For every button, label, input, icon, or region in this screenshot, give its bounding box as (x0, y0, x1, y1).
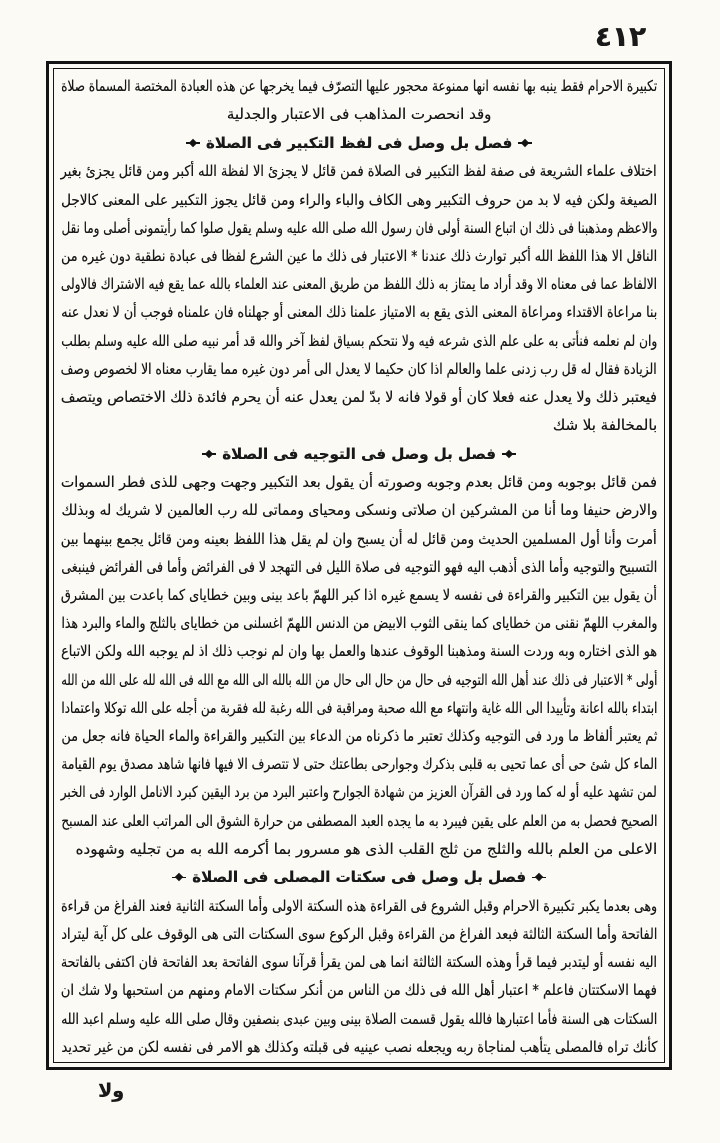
text-line: لمن تشهد عليه أو له كما ورد فى القرآن العزيز من شهادة الجوارح واعتبر البرد من برد اليقين كبرد الانامل الوارد فى الخبر (61, 783, 657, 802)
text-line: اليه نفسه أو ليتدبر فيما قرأ وهذه السكتة الثالثة انما هى لمن يقرأ قرآنا سوى الفاتحة بعد الفاتحة فان اكتفى بالفاتحة (61, 953, 657, 972)
header-ornament-icon (519, 137, 531, 149)
text-line: والمغرب اللهمّ نقنى من خطاياى كما ينقى الثوب الابيض من الدنس اللهمّ اغسلنى من خطاياى بالثلج والماء والبرد هذا (61, 614, 657, 633)
text-line: السكتات هى السنة فأما اعتبارها فالله يقول قسمت الصلاة بينى وبين عبدى بنصفين وقال صلى الله عليه وسلم اعبد الله (61, 1009, 657, 1028)
section-header-tawjih (61, 439, 657, 468)
text-line: بالمخالفة بلا شك (552, 416, 657, 435)
text-line: والارض حنيفا وما أنا من المشركين ان صلاتى ونسكى ومحياى ومماتى لله رب العالمين لا شريك له وبذلك (61, 501, 657, 520)
text-line: تكبيرة الاحرام فقط ينبه بها نفسه انها ممنوعة محجور عليها التصرّف فيما يخرجها عن هذه العبادة المختصة المسماة صلاة (61, 77, 657, 95)
section-body-tawjih (61, 468, 657, 863)
section-body-takbir (61, 157, 657, 439)
text-line: فمن قائل بوجوبه ومن قائل بعدم وجوبه وصورته أن يقول بعد التكبير وجهت وجهى للذى فطر السموات (61, 473, 657, 492)
text-line: الزيادة فقال له قل رب زدنى علما والعالم اذا كان حكيما لا يعدل الى أمر دون غيره مما يقارب معناه الا لخصوص وصف (61, 359, 657, 378)
text-frame-inner (53, 68, 665, 1063)
header-ornament-icon (503, 448, 515, 460)
section-header-takbir (61, 128, 657, 157)
text-line: اختلاف علماء الشريعة فى صفة لفظ التكبير فى الصلاة فمن قائل لا يجزئ الا لفظة الله أكبر ومن قائل يجزئ بغير (61, 162, 657, 181)
text-line: فهما الاسكتتان فاعلم * اعتبار أهل الله فى ذلك من الناس من أنكر سكتات الامام ومنهم من استحبها ولا شك ان (61, 981, 657, 1000)
text-line: بنا مراعاة الاقتداء ومراعاة المعنى الذى يقع به الامتياز علمنا ذلك المعنى أو جهلناه فان علمناه فوجب أن لا نعدل عنه (61, 303, 657, 322)
section-header-label: فصل بل وصل فى لفظ التكبير فى الصلاة (205, 133, 513, 152)
section-body-sakatat (61, 892, 657, 1061)
text-line: الالفاظ عما فى معناه الا وقد أراد ما يمتاز به ذلك اللفظ من طريق المعنى عند العلماء بالله عما يقع فيه الاشتراك فالاولى (61, 275, 657, 294)
text-line: هو الذى اختاره وبه وردت السنة ومذهبنا الوقوف عندها والعمل بها وان لم نوجب ذلك اذ لم يوجبه الله ولكن الاتباع (61, 642, 657, 661)
text-line: الناقل الا هذا اللفظ الله أكبر توارث ذلك عندنا * الاعتبار فى ذلك ما عين الشرع لفظا فى عبادة نطقية دون غيره من (61, 246, 657, 265)
catchword: ولا (98, 1080, 124, 1102)
section-header-sakatat (61, 863, 657, 892)
text-line: وقد انحصرت المذاهب فى الاعتبار والجدلية (226, 105, 492, 124)
section-header-label: فصل بل وصل فى التوجيه فى الصلاة (222, 444, 496, 463)
text-line: الصيغة ولكن فيه لا بد من حروف التكبير وهى الكاف والباء والراء ومن قائل يجوز التكبير على المعنى كالاجل (61, 190, 657, 209)
text-line: ثم يعتبر ألفاظ ما ورد فى التوجيه وكذلك تعتبر ما ذكرناه من الدعاء بين التكبير والقراءة والماء الحياة فانه جعل من (61, 726, 657, 745)
header-ornament-icon (203, 448, 215, 460)
header-ornament-icon (173, 871, 185, 883)
page-number: ٤١٢ (594, 20, 646, 53)
text-line: والاعظم ومذهبنا فى ذلك ان اتباع السنة أولى فان رسول الله صلى الله عليه وسلم يقول صلوا كما رأيتمونى أصلى وما نقل (61, 218, 657, 237)
text-line: كأنك تراه فالمصلى يتأهب لمناجاة ربه ويجعله نصب عينيه فى قبلته وكذلك هو الامر فى نفسه لكن من غير تحديد (61, 1037, 657, 1056)
header-ornament-icon (533, 871, 545, 883)
text-line: أمرت وأنا أول المسلمين الحديث ومن قائل له أن يسبح وان لم يقل هذا اللفظ بعينه ومن قائل يجمع بينهما بين (61, 529, 657, 548)
text-frame-border (46, 61, 672, 1070)
text-line: ابتداء بالله اعانة وتأييدا الى الله غاية وانتهاء مع الله صحبة ومراقبة فى الله رغبة لله فقربة من أجله على الله توكلا واعتمادا (61, 698, 657, 717)
text-line: أن يقول بين التكبير والقراءة فى نفسه لا يسمع غيره اذا كبر اللهمّ باعد بينى وبين خطاياى كما باعدت بين المشرق (61, 586, 657, 604)
text-line: أولى * الاعتبار فى ذلك عند أهل الله التوجيه فى حال من حال الى حال من الله بالله الى الله مع الله فى الله لله على الله من الله (61, 670, 657, 689)
section-header-label: فصل بل وصل فى سكتات المصلى فى الصلاة (192, 868, 526, 887)
text-line: وان لم نعلمه فنأتى به على علم الذى شرعه فيه ولا نتحكم بسياق لفظ آخر والله قد أمر نبيه صلى الله عليه وسلم بطلب (61, 331, 657, 350)
text-line: فيعتبر ذلك ولا يعدل عنه فعلا كان أو قولا فانه لا بدّ لمن يعدل عنه أن يحرم فائدة ذلك الاختصاص ويتصف (61, 387, 657, 406)
header-ornament-icon (187, 137, 199, 149)
text-line: الفاتحة وأما السكتة الثالثة فبعد الفراغ من القراءة وقبل الركوع سوى السكتات التى هى الوقوف على كل آية ليتراد (61, 925, 657, 944)
text-line: وهى بعدما يكبر تكبيرة الاحرام وقبل الشروع فى القراءة هذه السكتة الاولى وأما السكتة الثانية فعند الفراغ من قراءة (61, 896, 657, 915)
text-line: الماء كل شئ حى أى عما تحيى به قلبى بذكرك وجوارحى بطاعتك حتى لا تتصرف الا فيها فانها شاهد مصدق يوم القيامة (61, 755, 657, 774)
text-line: الصحيح فحصل به من العلم على يقين فيبرد به ما يجده العبد المصطفى من حرارة الشوق الى المراتب العلى عند المسبح (61, 811, 657, 830)
text-line: الاعلى من العلم بالله والثلج من ثلج القلب الذى هو مسرور بما أكرمه الله به من تجليه وشهوده (75, 839, 657, 858)
text-line: التسبيح والتوجيه وأما الذى أذهب اليه فهو التوجيه فى صلاة الليل فى التهجد لا فى الفرائض وأما فى الفرائض فينبغى (61, 557, 657, 576)
